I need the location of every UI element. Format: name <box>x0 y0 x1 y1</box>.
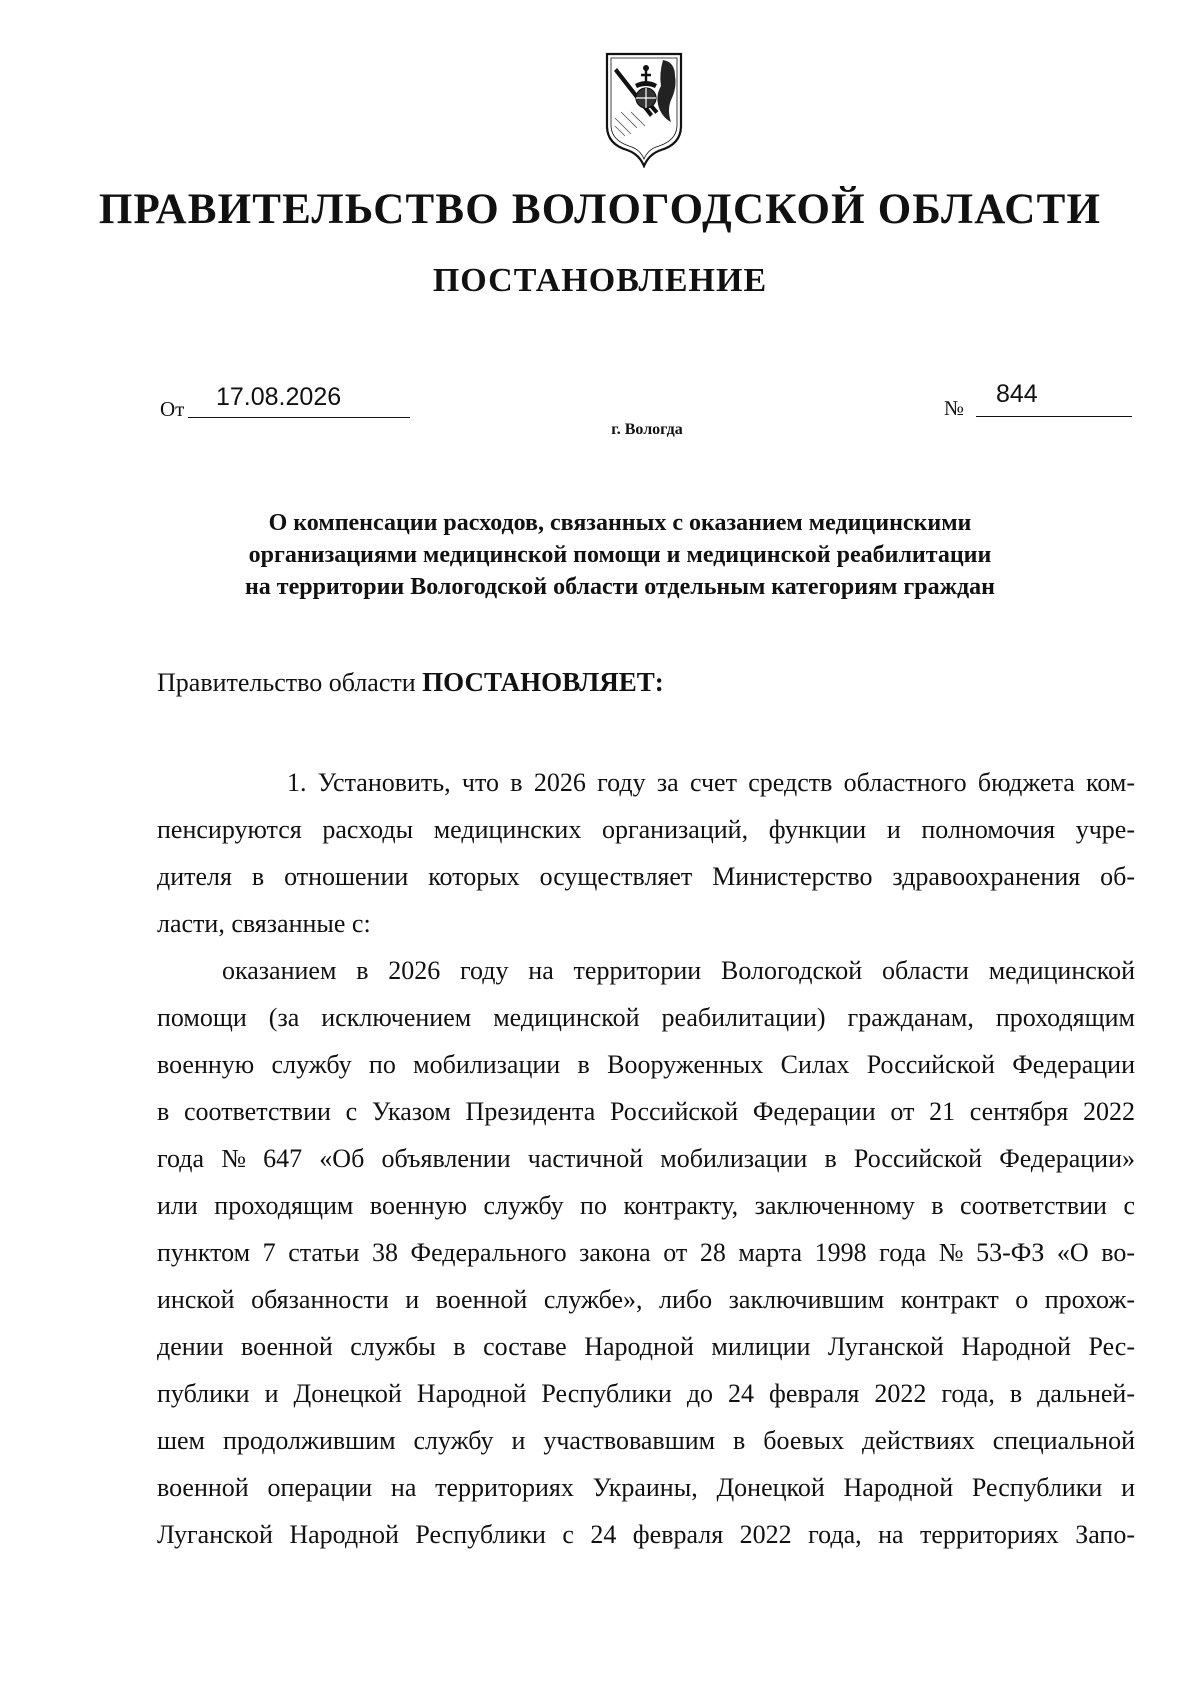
preamble <box>157 667 664 698</box>
number-value: 844 <box>996 380 1038 408</box>
number-field <box>976 382 1132 417</box>
organization-title: ПРАВИТЕЛЬСТВО ВОЛОГОДСКОЙ ОБЛАСТИ <box>98 186 1102 233</box>
paragraph-1 <box>157 759 1135 806</box>
text-line: пунктом 7 статьи 38 Федерального закона от 28 марта 1998 года № 53-ФЗ «О во- <box>157 1238 1135 1267</box>
subject-line: организациями медицинской помощи и медицинской реабилитации <box>248 542 992 568</box>
text-line: военной операции на территориях Украины, Донецкой Народной Республики и <box>157 1473 1135 1502</box>
text-line: дении военной службы в составе Народной милиции Луганской Народной Рес- <box>157 1332 1135 1361</box>
document-type-heading: ПОСТАНОВЛЕНИЕ <box>432 262 768 299</box>
paragraph-2 <box>157 947 1135 1558</box>
text-line: дителя в отношении которых осуществляет Министерство здравоохранения об- <box>157 862 1135 891</box>
text-line: оказанием в 2026 году на территории Вологодской области медицинской <box>222 956 1135 985</box>
date-value: 17.08.2026 <box>216 383 342 411</box>
text-line: Луганской Народной Республики с 24 февраля 2022 года, на территориях Запо- <box>157 1520 1135 1549</box>
text-line: шем продолжившим службу и участвовавшим в боевых действиях специальной <box>157 1426 1135 1455</box>
date-label: От <box>160 397 185 421</box>
text-line: ласти, связанные с: <box>157 909 371 938</box>
preamble-text: Правительство области <box>157 668 423 697</box>
text-line: в соответствии с Указом Президента Российской Федерации от 21 сентября 2022 <box>157 1097 1135 1126</box>
document-body <box>157 759 1135 1558</box>
preamble-emphasis: ПОСТАНОВЛЯЕТ: <box>422 667 664 697</box>
coat-of-arms-emblem <box>601 48 687 168</box>
subject-line: О компенсации расходов, связанных с оказанием медицинскими <box>268 510 972 536</box>
text-line: помощи (за исключением медицинской реабилитации) гражданам, проходящим <box>157 1003 1135 1032</box>
document-subject <box>160 507 1080 603</box>
city-label: г. Вологда <box>611 421 683 438</box>
text-line: военную службу по мобилизации в Вооруженных Силах Российской Федерации <box>157 1050 1135 1079</box>
text-line: или проходящим военную службу по контракту, заключенному в соответствии с <box>157 1191 1135 1220</box>
text-line: 1. Установить, что в 2026 году за счет средств областного бюджета ком- <box>287 768 1135 797</box>
text-line: года № 647 «Об объявлении частичной мобилизации в Российской Федерации» <box>157 1144 1135 1173</box>
text-line: инской обязанности и военной службе», либо заключившим контракт о прохож- <box>157 1285 1135 1314</box>
date-field <box>188 383 410 418</box>
number-label: № <box>944 396 965 420</box>
text-line: публики и Донецкой Народной Республики до 24 февраля 2022 года, в дальней- <box>157 1379 1135 1408</box>
text-line: пенсируются расходы медицинских организаций, функции и полномочия учре- <box>157 815 1135 844</box>
subject-line: на территории Вологодской области отдельным категориям граждан <box>244 574 996 600</box>
paragraph-1-continuation <box>157 806 1135 947</box>
